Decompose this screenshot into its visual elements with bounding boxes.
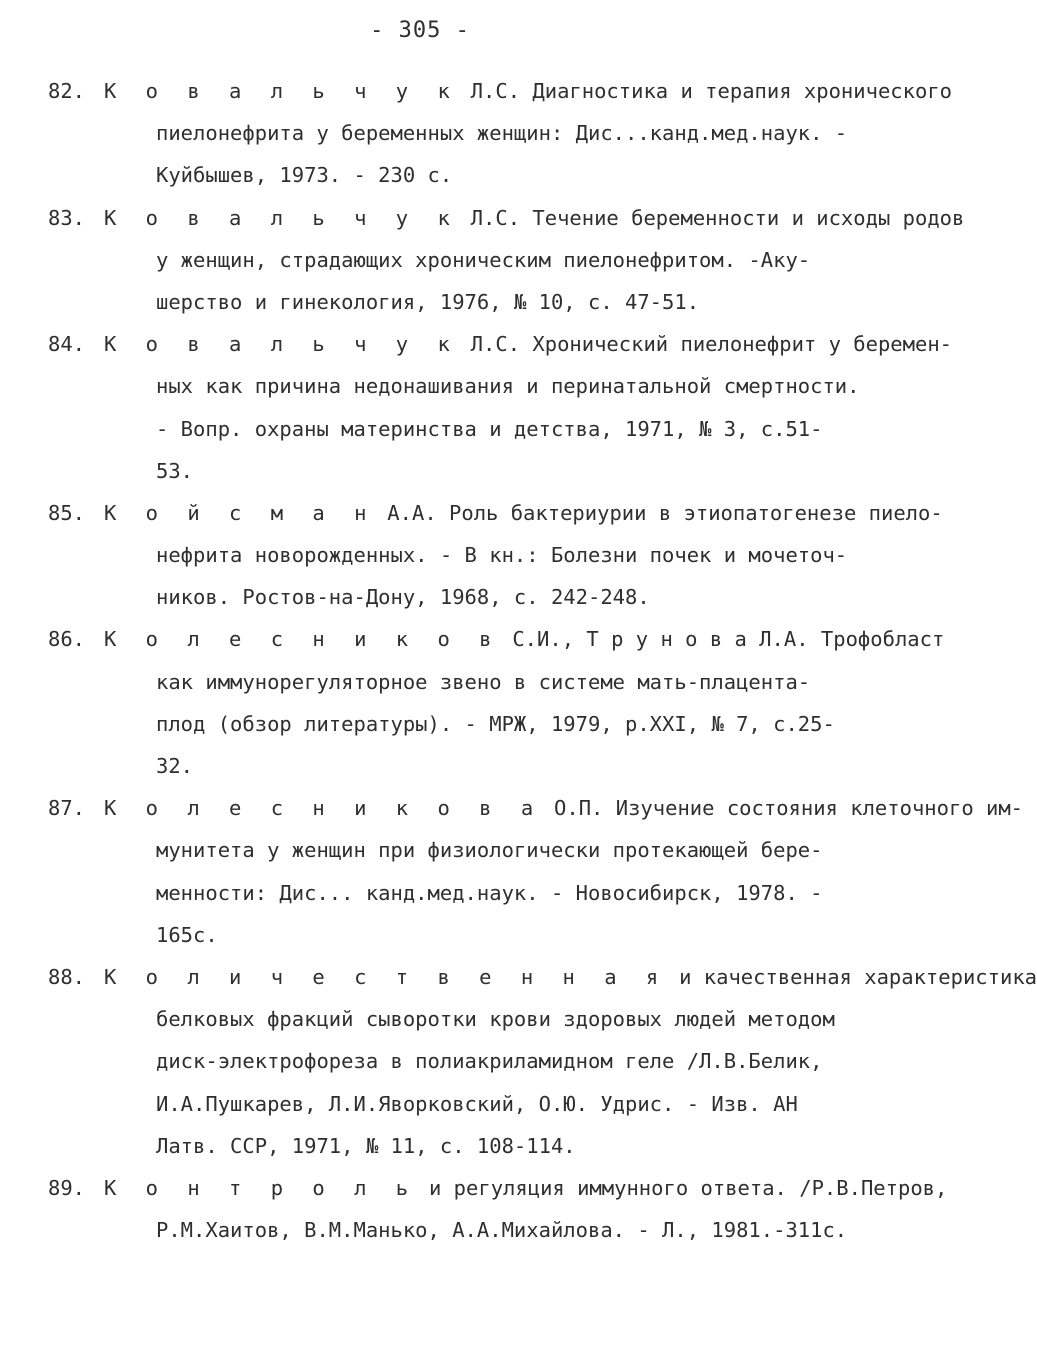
entry-line-text: и качественная характеристика xyxy=(679,964,1037,989)
bibliography-entry xyxy=(48,197,965,324)
entry-line-text: ных как причина недонашивания и перинатальной смертности. xyxy=(156,374,860,399)
bibliography-list xyxy=(48,70,1037,1251)
entry-line-text: Р.М.Хаитов, В.М.Манько, А.А.Михайлова. - Л., 1981.-311с. xyxy=(156,1218,848,1243)
entry-line xyxy=(104,618,944,660)
bibliography-entry xyxy=(48,1167,948,1251)
entry-line xyxy=(104,534,943,576)
bibliography-entry xyxy=(48,323,953,492)
entry-number: 84. xyxy=(48,332,86,357)
entry-line-text: белковых фракций сыворотки крови здоровых людей методом xyxy=(156,1007,835,1032)
bibliography-entry xyxy=(48,492,943,619)
entry-text xyxy=(104,956,1037,1167)
entry-line-text: мунитета у женщин при физиологически протекающей бере- xyxy=(156,838,823,863)
entry-author: К о й с м а н xyxy=(104,500,375,525)
entry-author: К о в а л ь ч у к xyxy=(104,79,459,103)
entry-line xyxy=(104,365,952,407)
bibliography-entry xyxy=(48,787,1024,956)
entry-line-text: ников. Ростов-на-Дону, 1968, с. 242-248. xyxy=(156,585,650,610)
entry-text xyxy=(104,323,952,492)
entry-number: 82. xyxy=(48,79,86,103)
entry-line-text: И.А.Пушкарев, Л.И.Яворковский, О.Ю. Удрис. - Изв. АН xyxy=(156,1091,798,1116)
entry-line-text: плод (обзор литературы). - МРЖ, 1979, р.XXI, № 7, с.25- xyxy=(156,711,835,736)
entry-line-text: А.А. Роль бактериурии в этиопатогенезе пиело- xyxy=(387,500,943,525)
entry-line-text: у женщин, страдающих хроническим пиелонефритом. -Аку- xyxy=(156,247,811,272)
entry-number: 86. xyxy=(48,627,86,652)
entry-line xyxy=(104,1083,1037,1125)
entry-line-text: - Вопр. охраны материнства и детства, 1971, № 3, с.51- xyxy=(156,416,823,441)
entry-text xyxy=(104,197,964,324)
entry-line-text: как иммунорегуляторное звено в системе мать-плацента- xyxy=(156,669,811,694)
entry-line xyxy=(104,1209,947,1251)
entry-line-text: и регуляция иммунного ответа. /Р.В.Петров, xyxy=(428,1175,948,1200)
entry-line xyxy=(104,112,952,154)
entry-line-text: нефрита новорожденных. - В кн.: Болезни почек и мочеточ- xyxy=(156,543,848,568)
entry-line-text: Латв. ССР, 1971, № 11, с. 108-114. xyxy=(156,1133,576,1158)
entry-line xyxy=(104,1167,947,1209)
entry-line-text: менности: Дис... канд.мед.наук. - Новосибирск, 1978. - xyxy=(156,880,823,905)
entry-line xyxy=(104,787,1023,829)
entry-line xyxy=(104,239,964,281)
entry-text xyxy=(104,492,943,619)
entry-line xyxy=(104,829,1023,871)
entry-line-text: шерство и гинекология, 1976, № 10, с. 47-51. xyxy=(156,289,700,314)
entry-line-text: О.П. Изучение состояния клеточного им- xyxy=(554,796,1024,821)
entry-line xyxy=(104,197,964,239)
entry-text xyxy=(104,787,1023,956)
entry-line xyxy=(104,408,952,450)
entry-line xyxy=(104,1125,1037,1167)
entry-line xyxy=(104,492,943,534)
entry-line-text: Куйбышев, 1973. - 230 с. xyxy=(156,163,453,188)
entry-line-text: 32. xyxy=(156,754,194,778)
entry-line xyxy=(104,1040,1037,1082)
entry-line-text: Л.С. Хронический пиелонефрит у беремен- xyxy=(470,332,953,357)
entry-line xyxy=(104,872,1023,914)
entry-text xyxy=(104,1167,947,1251)
entry-author: К о в а л ь ч у к xyxy=(104,332,459,357)
page-number: - 305 - xyxy=(370,18,470,43)
entry-line xyxy=(104,576,943,618)
entry-line-text: 165с. xyxy=(156,922,218,947)
bibliography-entry xyxy=(48,70,953,197)
entry-line-text: 53. xyxy=(156,458,194,483)
entry-line xyxy=(104,281,964,323)
entry-line-text: Л.С. Диагностика и терапия хронического xyxy=(470,79,953,103)
entry-number: 89. xyxy=(48,1175,86,1200)
entry-line-text: С.И., Т р у н о в а Л.А. Трофобласт xyxy=(512,627,945,652)
entry-author: К о н т р о л ь xyxy=(104,1175,417,1200)
entry-number: 85. xyxy=(48,500,86,525)
entry-line xyxy=(104,323,952,365)
entry-text xyxy=(104,618,944,787)
entry-author: К о л е с н и к о в xyxy=(104,627,500,652)
bibliography-entry xyxy=(48,956,1037,1167)
entry-line xyxy=(104,661,944,703)
bibliography-entry xyxy=(48,618,945,787)
entry-line xyxy=(104,450,952,492)
entry-author: К о л е с н и к о в а xyxy=(104,796,542,821)
entry-line xyxy=(104,70,952,112)
entry-number: 88. xyxy=(48,964,86,989)
entry-number: 83. xyxy=(48,205,86,230)
entry-author: К о л и ч е с т в е н н а я xyxy=(104,964,667,989)
entry-line xyxy=(104,914,1023,956)
entry-text xyxy=(104,70,952,197)
entry-line-text: диск-электрофореза в полиакриламидном геле /Л.В.Белик, xyxy=(156,1049,823,1074)
entry-line xyxy=(104,998,1037,1040)
entry-line xyxy=(104,703,944,745)
entry-line xyxy=(104,745,944,787)
entry-line xyxy=(104,154,952,196)
entry-number: 87. xyxy=(48,796,86,821)
entry-line xyxy=(104,956,1037,998)
entry-line-text: пиелонефрита у беременных женщин: Дис...канд.мед.наук. - xyxy=(156,121,848,146)
entry-author: К о в а л ь ч у к xyxy=(104,205,459,230)
entry-line-text: Л.С. Течение беременности и исходы родов xyxy=(470,205,965,230)
